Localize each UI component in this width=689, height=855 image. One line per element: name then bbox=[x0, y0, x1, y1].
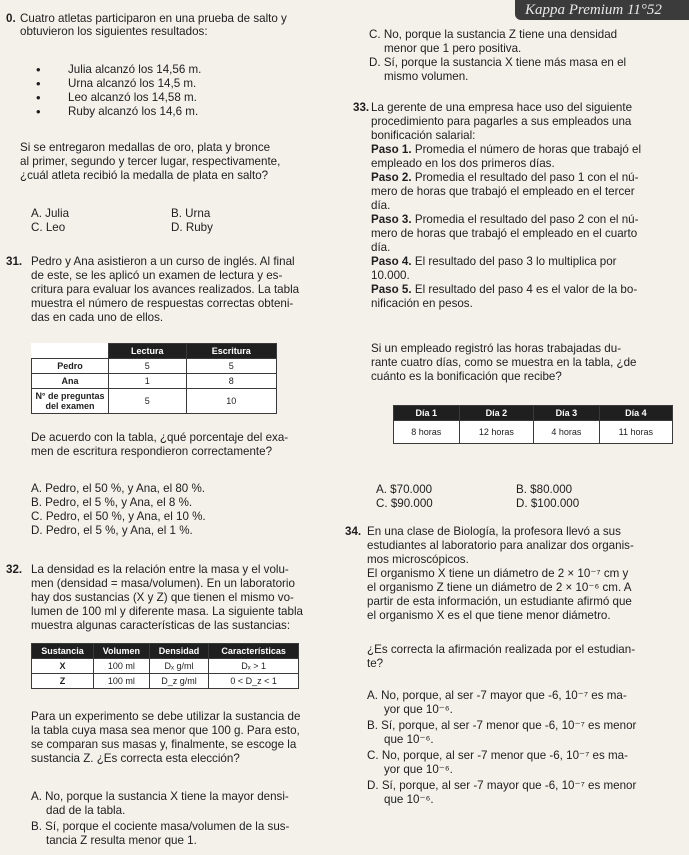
step-label: Paso 5. bbox=[371, 283, 412, 296]
q34-text-line: En una clase de Biología, la profesora llevó a sus bbox=[367, 525, 621, 538]
q31-text-line: das en cada uno de ellos. bbox=[31, 311, 164, 324]
table-row bbox=[32, 674, 299, 689]
list-item: • Urna alcanzó los 14,5 m. bbox=[68, 77, 201, 91]
table-header: Día 1 bbox=[394, 406, 460, 421]
q32-text-line: La densidad es la relación entre la masa y el volu- bbox=[31, 563, 289, 576]
q33-step-5 bbox=[371, 283, 637, 297]
table-row bbox=[32, 359, 277, 374]
list-item: • Leo alcanzó los 14,58 m. bbox=[68, 91, 201, 105]
q34-text-line: mos microscópicos. bbox=[367, 553, 469, 566]
q33-step-3-cont: día. bbox=[371, 241, 391, 254]
step-text: El resultado del paso 3 lo multiplica por bbox=[411, 255, 617, 268]
q33-option-c[interactable]: C. $90.000 bbox=[376, 497, 433, 510]
q32-number: 32. bbox=[6, 563, 23, 576]
q30-question-line: Si se entregaron medallas de oro, plata y bronce bbox=[20, 141, 271, 154]
q30-stem: Cuatro atletas participaron en una prueba de salto y obtuvieron los siguientes resultados: bbox=[20, 12, 287, 38]
q34-text-line: partir de esta información, un estudiante afirmó que bbox=[367, 595, 632, 608]
q32-table bbox=[31, 643, 299, 689]
q32-option-c[interactable]: C. No, porque la sustancia Z tiene una densidad bbox=[369, 28, 618, 41]
header-stamp: Kappa Premium 11°52 bbox=[515, 0, 689, 20]
q33-question-line: cuánto es la bonificación que recibe? bbox=[371, 370, 562, 383]
q32-question-line: se comparan sus masas y, finalmente, se escoge la bbox=[31, 738, 297, 751]
q33-step-4-cont: 10.000. bbox=[371, 269, 410, 282]
table-cell: 10 bbox=[186, 389, 276, 414]
table-header: Características bbox=[209, 644, 299, 659]
table-row bbox=[32, 389, 277, 414]
q31-option-c[interactable]: C. Pedro, el 50 %, y Ana, el 10 %. bbox=[31, 510, 206, 523]
table-cell: Ana bbox=[32, 374, 109, 389]
table-cell: X bbox=[32, 659, 94, 674]
table-row bbox=[32, 374, 277, 389]
table-cell: 1 bbox=[109, 374, 187, 389]
q32-option-c-cont: menor que 1 pero positiva. bbox=[384, 42, 522, 55]
q31-option-d[interactable]: D. Pedro, el 5 %, y Ana, el 1 %. bbox=[31, 524, 193, 537]
q30-option-c[interactable]: C. Leo bbox=[31, 221, 66, 234]
q34-option-c-cont: yor que 10⁻⁶. bbox=[384, 763, 453, 776]
q33-text-line: procedimiento para pagarles a sus empleados una bbox=[371, 115, 632, 128]
q31-text-line: critura para evaluar los avances realizados. La tabla bbox=[31, 283, 300, 296]
q33-question-line: rante cuatro días, como se muestra en la tabla, ¿de bbox=[371, 356, 637, 369]
q34-option-d[interactable]: D. Sí, porque, al ser -7 mayor que -6, 10⁻⁷ es menor bbox=[367, 779, 637, 792]
table-header: Lectura bbox=[109, 344, 187, 359]
q33-question-line: Si un empleado registró las horas trabajadas du- bbox=[371, 342, 622, 355]
q34-text-line: el organismo X es el que tiene menor diámetro. bbox=[367, 609, 611, 622]
table-cell: Z bbox=[32, 674, 94, 689]
table-cell: D_z g/ml bbox=[149, 674, 209, 689]
q32-question-line: Para un experimento se debe utilizar la sustancia de bbox=[31, 710, 301, 723]
step-text: Promedia el resultado del paso 2 con el nú- bbox=[411, 213, 639, 226]
q30-results-list bbox=[68, 63, 201, 119]
q31-number: 31. bbox=[6, 255, 23, 268]
step-label: Paso 1. bbox=[371, 143, 412, 156]
q31-option-a[interactable]: A. Pedro, el 50 %, y Ana, el 80 %. bbox=[31, 482, 206, 495]
q34-option-a-cont: yor que 10⁻⁶. bbox=[384, 703, 453, 716]
q33-step-5-cont: nificación en pesos. bbox=[371, 297, 473, 310]
step-label: Paso 3. bbox=[371, 213, 412, 226]
q34-option-b[interactable]: B. Sí, porque, al ser -7 menor que -6, 10⁻⁷ es menor bbox=[367, 719, 637, 732]
q33-table bbox=[393, 405, 673, 444]
q34-text-line: estudiantes al laboratorio para analizar dos organis- bbox=[367, 539, 634, 552]
table-cell: Dₓ g/ml bbox=[149, 659, 209, 674]
q33-step-2-cont: día. bbox=[371, 199, 391, 212]
q33-number: 33. bbox=[353, 101, 370, 114]
q34-option-d-cont: que 10⁻⁶. bbox=[384, 793, 434, 806]
step-text: Promedia el resultado del paso 1 con el nú- bbox=[411, 171, 639, 184]
q32-option-a[interactable]: A. No, porque la sustancia X tiene la mayor densi- bbox=[31, 790, 289, 803]
q34-option-c[interactable]: C. No, porque, al ser -7 menor que -6, 10⁻⁷ es ma- bbox=[367, 749, 628, 762]
table-cell: 100 ml bbox=[94, 674, 150, 689]
q33-step-3-cont: mero de horas que trabajó el empleado en el cuarto bbox=[371, 227, 638, 240]
q34-number: 34. bbox=[345, 525, 362, 538]
q30-number: 0. bbox=[6, 12, 16, 25]
q31-text-line: Pedro y Ana asistieron a un curso de inglés. Al final bbox=[31, 255, 295, 268]
table-cell: 12 horas bbox=[459, 421, 533, 444]
table-corner bbox=[32, 344, 109, 359]
q33-option-b[interactable]: B. $80.000 bbox=[516, 483, 573, 496]
q32-option-a-cont: dad de la tabla. bbox=[46, 804, 126, 817]
table-cell: 5 bbox=[109, 359, 187, 374]
q32-text-line: men (densidad = masa/volumen). En un laboratorio bbox=[31, 577, 295, 590]
q32-question-line: sustancia Z. ¿Es correcta esta elección? bbox=[31, 752, 240, 765]
q33-step-3 bbox=[371, 213, 638, 227]
table-cell: Dₓ > 1 bbox=[209, 659, 299, 674]
table-header: Día 3 bbox=[534, 406, 600, 421]
q33-text-line: La gerente de una empresa hace uso del siguiente bbox=[371, 101, 633, 114]
q32-option-b[interactable]: B. Sí, porque el cociente masa/volumen de la sus- bbox=[31, 820, 290, 833]
q33-option-d[interactable]: D. $100.000 bbox=[516, 497, 580, 510]
q33-step-1-cont: empleado en los dos primeros días. bbox=[371, 157, 555, 170]
q31-table bbox=[31, 343, 277, 414]
q33-step-2 bbox=[371, 171, 638, 185]
q34-option-b-cont: que 10⁻⁶. bbox=[384, 733, 434, 746]
table-header: Sustancia bbox=[32, 644, 94, 659]
q33-step-1 bbox=[371, 143, 641, 157]
q32-option-b-cont: tancia Z resulta menor que 1. bbox=[46, 834, 197, 847]
table-cell: 5 bbox=[109, 389, 187, 414]
q30-question-line: ¿cuál atleta recibió la medalla de plata en salto? bbox=[20, 169, 269, 182]
table-cell: 8 bbox=[186, 374, 276, 389]
table-cell: 4 horas bbox=[534, 421, 600, 444]
table-cell: 11 horas bbox=[599, 421, 672, 444]
table-header: Densidad bbox=[149, 644, 209, 659]
table-header: Escritura bbox=[186, 344, 276, 359]
step-label: Paso 2. bbox=[371, 171, 412, 184]
q30-option-b[interactable]: B. Urna bbox=[171, 207, 211, 220]
q31-option-b[interactable]: B. Pedro, el 5 %, y Ana, el 8 %. bbox=[31, 496, 193, 509]
q32-option-d-cont: mismo volumen. bbox=[384, 70, 469, 83]
q34-option-a[interactable]: A. No, porque, al ser -7 mayor que -6, 10⁻⁷ es ma- bbox=[367, 689, 627, 702]
q32-text-line: hay dos sustancias (X y Z) que tienen el mismo vo- bbox=[31, 591, 294, 604]
table-row bbox=[32, 659, 299, 674]
table-cell: N° de preguntas del examen bbox=[32, 389, 109, 414]
table-cell: Pedro bbox=[32, 359, 109, 374]
q33-step-4 bbox=[371, 255, 617, 269]
q33-option-a[interactable]: A. $70.000 bbox=[376, 483, 433, 496]
step-label: Paso 4. bbox=[371, 255, 412, 268]
q32-question-line: la tabla cuya masa sea menor que 100 g. Para esto, bbox=[31, 724, 300, 737]
list-item: • Ruby alcanzó los 14,6 m. bbox=[68, 105, 201, 119]
q30-question-line: al primer, segundo y tercer lugar, respectivamente, bbox=[20, 155, 281, 168]
table-header: Día 4 bbox=[599, 406, 672, 421]
table-cell: 5 bbox=[186, 359, 276, 374]
step-text: El resultado del paso 4 es el valor de la bo- bbox=[411, 283, 638, 296]
list-item: • Julia alcanzó los 14,56 m. bbox=[68, 63, 201, 77]
q32-text-line: muestra algunas características de las sustancias: bbox=[31, 619, 291, 632]
q34-text-line: el organismo Z tiene un diámetro de 2 × 10⁻⁶ cm. A bbox=[367, 581, 632, 594]
q34-text-line: El organismo X tiene un diámetro de 2 × 10⁻⁷ cm y bbox=[367, 567, 629, 580]
table-header: Día 2 bbox=[459, 406, 533, 421]
q30-option-d[interactable]: D. Ruby bbox=[171, 221, 213, 234]
q31-text-line: muestra el número de respuestas correctas obteni- bbox=[31, 297, 294, 310]
q31-question-line: De acuerdo con la tabla, ¿qué porcentaje del exa- bbox=[31, 431, 289, 444]
table-row bbox=[394, 421, 673, 444]
q31-text-line: de este, se les aplicó un examen de lectura y es- bbox=[31, 269, 283, 282]
q32-text-line: lumen de 100 ml y diferente masa. La siguiente tabla bbox=[31, 605, 303, 618]
q32-option-d[interactable]: D. Sí, porque la sustancia X tiene más masa en el bbox=[369, 56, 627, 69]
table-header: Volumen bbox=[94, 644, 150, 659]
q33-step-2-cont: mero de horas que trabajó el empleado en el tercer bbox=[371, 185, 635, 198]
q31-question-line: men de escritura respondieron correctamente? bbox=[31, 445, 273, 458]
q34-question-line: ¿Es correcta la afirmación realizada por el estudian- bbox=[367, 643, 636, 656]
q34-question-line: te? bbox=[367, 657, 384, 670]
table-cell: 8 horas bbox=[394, 421, 460, 444]
q33-text-line: bonificación salarial: bbox=[371, 129, 476, 142]
table-cell: 0 < D_z < 1 bbox=[209, 674, 299, 689]
table-cell: 100 ml bbox=[94, 659, 150, 674]
q30-option-a[interactable]: A. Julia bbox=[31, 207, 70, 220]
step-text: Promedia el número de horas que trabajó el bbox=[411, 143, 642, 156]
